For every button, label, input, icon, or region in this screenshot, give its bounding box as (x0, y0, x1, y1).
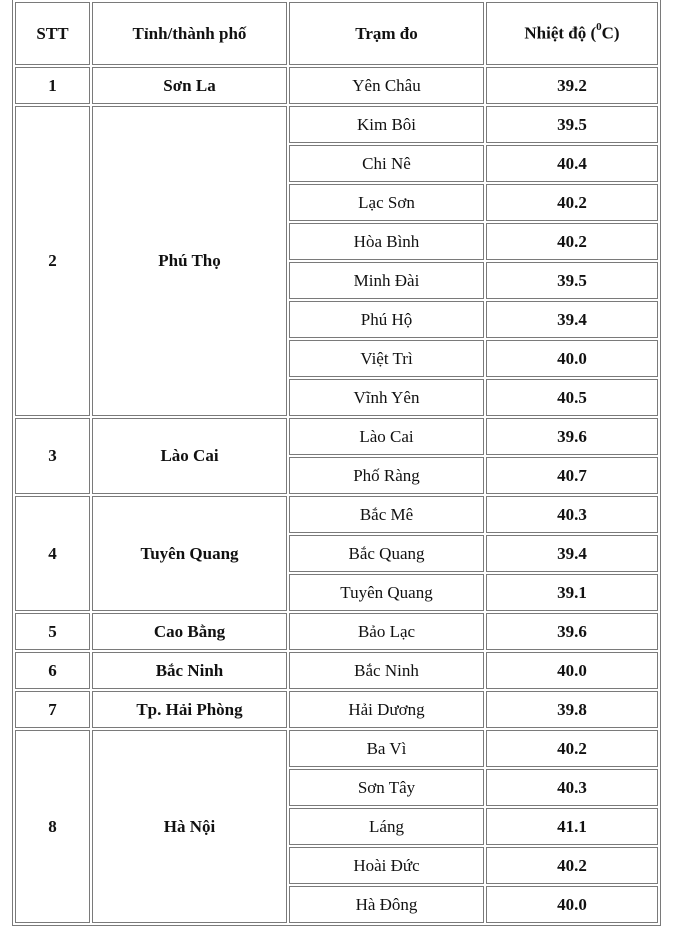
station-cell: Láng (289, 808, 484, 845)
table-row (15, 652, 658, 689)
station-cell: Yên Châu (289, 67, 484, 104)
table-row (15, 691, 658, 728)
table-row (15, 418, 658, 455)
station-cell: Ba Vì (289, 730, 484, 767)
station-cell: Phú Hộ (289, 301, 484, 338)
station-cell: Hoài Đức (289, 847, 484, 884)
station-cell: Lào Cai (289, 418, 484, 455)
stt-cell: 2 (15, 106, 90, 416)
temperature-cell: 39.6 (486, 418, 658, 455)
temperature-cell: 40.0 (486, 886, 658, 923)
temperature-cell: 39.5 (486, 262, 658, 299)
station-cell: Tuyên Quang (289, 574, 484, 611)
temperature-cell: 39.8 (486, 691, 658, 728)
temperature-cell: 39.6 (486, 613, 658, 650)
province-cell: Hà Nội (92, 730, 287, 923)
station-cell: Hòa Bình (289, 223, 484, 260)
station-cell: Bắc Ninh (289, 652, 484, 689)
province-cell: Tp. Hải Phòng (92, 691, 287, 728)
temperature-cell: 40.0 (486, 652, 658, 689)
table-row (15, 67, 658, 104)
station-cell: Bảo Lạc (289, 613, 484, 650)
temperature-cell: 40.2 (486, 847, 658, 884)
station-cell: Hải Dương (289, 691, 484, 728)
station-cell: Bắc Quang (289, 535, 484, 572)
header-station: Trạm đo (289, 2, 484, 65)
header-province: Tỉnh/thành phố (92, 2, 287, 65)
temperature-cell: 39.2 (486, 67, 658, 104)
stt-cell: 5 (15, 613, 90, 650)
temperature-cell: 39.4 (486, 535, 658, 572)
temperature-cell: 40.0 (486, 340, 658, 377)
station-cell: Sơn Tây (289, 769, 484, 806)
temperature-cell: 39.4 (486, 301, 658, 338)
station-cell: Phố Ràng (289, 457, 484, 494)
header-temp-suffix: C) (601, 23, 620, 43)
station-cell: Chi Nê (289, 145, 484, 182)
stt-cell: 7 (15, 691, 90, 728)
stt-cell: 6 (15, 652, 90, 689)
header-row (15, 2, 658, 65)
station-cell: Bắc Mê (289, 496, 484, 533)
temperature-cell: 40.5 (486, 379, 658, 416)
province-cell: Lào Cai (92, 418, 287, 494)
province-cell: Bắc Ninh (92, 652, 287, 689)
stt-cell: 3 (15, 418, 90, 494)
temperature-cell: 40.2 (486, 223, 658, 260)
temperature-cell: 41.1 (486, 808, 658, 845)
province-cell: Phú Thọ (92, 106, 287, 416)
station-cell: Việt Trì (289, 340, 484, 377)
table-row (15, 106, 658, 143)
province-cell: Cao Bằng (92, 613, 287, 650)
station-cell: Minh Đài (289, 262, 484, 299)
table-row (15, 496, 658, 533)
stt-cell: 4 (15, 496, 90, 611)
station-cell: Kim Bôi (289, 106, 484, 143)
province-cell: Sơn La (92, 67, 287, 104)
header-temp-prefix: Nhiệt độ ( (524, 23, 597, 43)
table-row (15, 730, 658, 767)
temperature-cell: 40.7 (486, 457, 658, 494)
temperature-cell: 40.2 (486, 730, 658, 767)
temperature-cell: 39.5 (486, 106, 658, 143)
header-stt: STT (15, 2, 90, 65)
station-cell: Vĩnh Yên (289, 379, 484, 416)
temperature-cell: 40.3 (486, 769, 658, 806)
table-body (15, 67, 658, 923)
temperature-cell: 40.3 (486, 496, 658, 533)
station-cell: Lạc Sơn (289, 184, 484, 221)
stt-cell: 8 (15, 730, 90, 923)
temperature-cell: 40.2 (486, 184, 658, 221)
temperature-table-wrapper (12, 0, 661, 926)
temperature-cell: 39.1 (486, 574, 658, 611)
stt-cell: 1 (15, 67, 90, 104)
header-temp-sup: 0 (596, 21, 602, 34)
temperature-cell: 40.4 (486, 145, 658, 182)
province-cell: Tuyên Quang (92, 496, 287, 611)
table-row (15, 613, 658, 650)
station-cell: Hà Đông (289, 886, 484, 923)
temperature-table (12, 0, 661, 926)
header-temperature (486, 2, 658, 65)
